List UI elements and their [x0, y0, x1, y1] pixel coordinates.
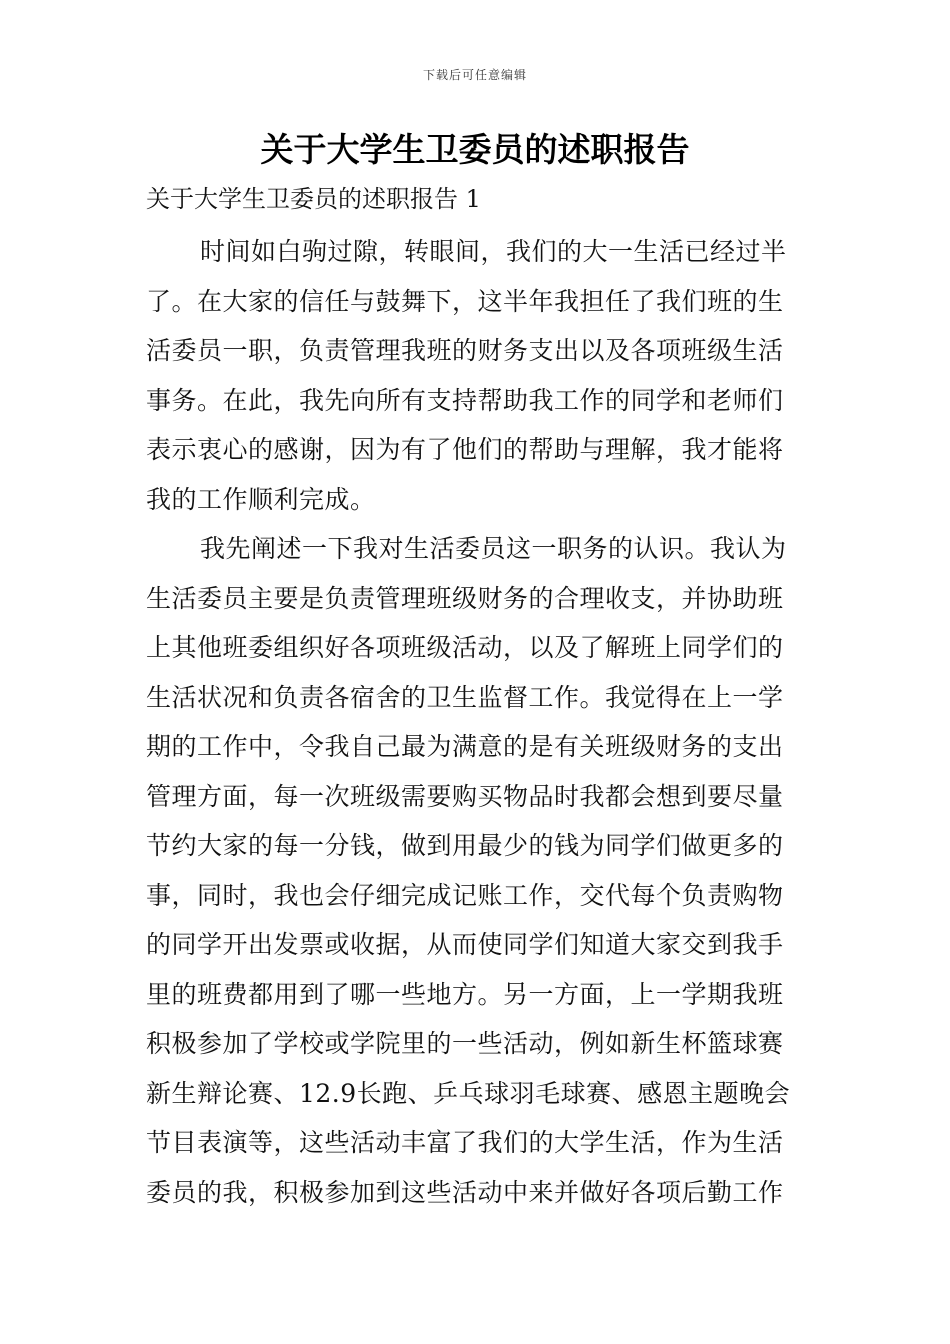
paragraph-line: 事务。在此，我先向所有支持帮助我工作的同学和老师们	[146, 385, 784, 415]
paragraph-line: 管理方面，每一次班级需要购买物品时我都会想到要尽量	[146, 781, 784, 811]
paragraph-line: 的同学开出发票或收据，从而使同学们知道大家交到我手	[146, 930, 784, 959]
paragraph-line: 生活委员主要是负责管理班级财务的合理收支，并协助班	[146, 583, 784, 613]
paragraph-line: 生活状况和负责各宿舍的卫生监督工作。我觉得在上一学	[146, 682, 784, 712]
paragraph-line: 积极参加了学校或学院里的一些活动，例如新生杯篮球赛	[146, 1029, 784, 1058]
paragraph-line: 节约大家的每一分钱，做到用最少的钱为同学们做更多的	[146, 831, 784, 860]
paragraph-line: 节目表演等，这些活动丰富了我们的大学生活，作为生活	[146, 1128, 784, 1157]
paragraph-1	[146, 227, 806, 524]
section-subtitle: 关于大学生卫委员的述职报告 1	[146, 185, 481, 213]
paragraph-line: 我先阐述一下我对生活委员这一职务的认识。我认为	[200, 534, 787, 563]
paragraph-line: 委员的我，积极参加到这些活动中来并做好各项后勤工作	[146, 1177, 784, 1207]
paragraph-2	[146, 524, 806, 1217]
document-title: 关于大学生卫委员的述职报告	[260, 130, 690, 169]
paragraph-line: 时间如白驹过隙，转眼间，我们的大一生活已经过半	[200, 237, 787, 266]
paragraph-line: 我的工作顺利完成。	[146, 484, 376, 514]
paragraph-line: 活委员一职，负责管理我班的财务支出以及各项班级生活	[146, 336, 784, 365]
paragraph-line: 期的工作中，令我自己最为满意的是有关班级财务的支出	[146, 732, 784, 761]
paragraph-line: 上其他班委组织好各项班级活动，以及了解班上同学们的	[146, 633, 784, 662]
paragraph-line: 表示衷心的感谢，因为有了他们的帮助与理解，我才能将	[146, 435, 784, 464]
paragraph-line: 新生辩论赛、12.9长跑、乒乓球羽毛球赛、感恩主题晚会	[146, 1078, 791, 1108]
header-note: 下载后可任意编辑	[422, 68, 527, 82]
paragraph-line: 事，同时，我也会仔细完成记账工作，交代每个负责购物	[146, 880, 784, 910]
paragraph-line: 了。在大家的信任与鼓舞下，这半年我担任了我们班的生	[146, 286, 784, 316]
paragraph-line: 里的班费都用到了哪一些地方。另一方面，上一学期我班	[146, 979, 784, 1009]
